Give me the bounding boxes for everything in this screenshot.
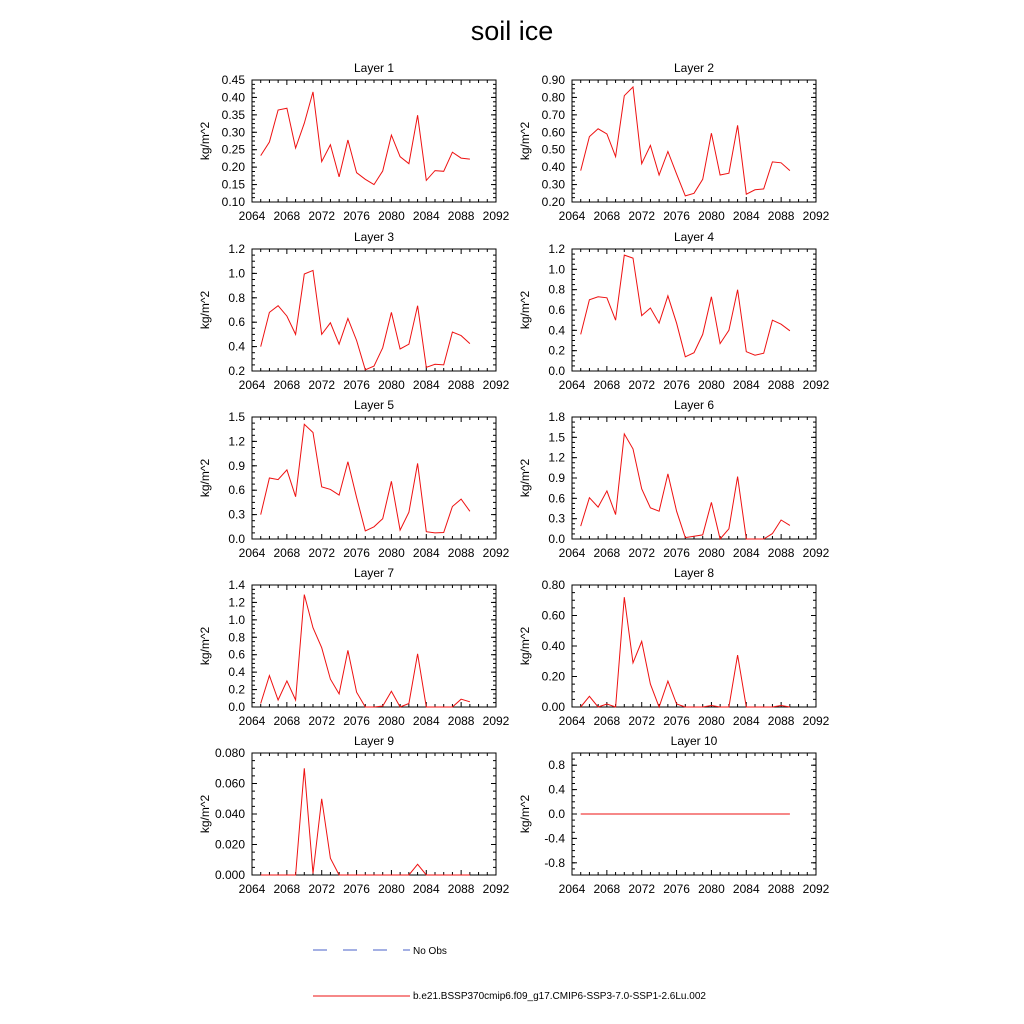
y-tick-label: 0.4 (548, 323, 565, 338)
y-tick-label: 0.20 (221, 160, 245, 175)
y-tick-label: 0.8 (228, 290, 245, 305)
x-tick-label: 2064 (558, 209, 586, 223)
y-tick-label: 0.80 (541, 578, 565, 592)
series-line (261, 768, 470, 875)
x-tick-label: 2084 (412, 378, 440, 392)
y-tick-label: 0.60 (541, 125, 565, 140)
y-tick-label: 0.000 (214, 868, 245, 882)
y-tick-label: 0.30 (221, 125, 245, 140)
y-tick-label: 1.5 (548, 430, 565, 445)
x-tick-label: 2080 (698, 882, 725, 896)
y-tick-label: 0.0 (228, 532, 245, 546)
y-tick-label: 0.3 (548, 511, 565, 526)
y-tick-label: 0.4 (548, 782, 565, 797)
y-tick-label: 0.4 (228, 665, 245, 680)
panel-layer-9 (198, 734, 510, 896)
y-tick-label: 1.2 (548, 242, 565, 256)
x-tick-label: 2064 (558, 882, 586, 896)
x-tick-label: 2080 (378, 882, 405, 896)
panel-layer-8 (518, 566, 830, 728)
panel-layer-6 (518, 398, 830, 560)
panel-layer-10 (518, 734, 830, 896)
y-tick-label: 0.40 (541, 160, 565, 175)
y-tick-label: 0.6 (228, 315, 245, 330)
y-tick-label: 0.020 (214, 837, 245, 852)
x-tick-label: 2092 (482, 882, 510, 896)
x-tick-label: 2088 (767, 209, 795, 223)
y-tick-label: 0.8 (548, 758, 565, 773)
x-tick-label: 2084 (732, 378, 760, 392)
x-tick-label: 2080 (698, 209, 725, 223)
panel-title: Layer 9 (353, 734, 395, 748)
y-tick-label: 0.0 (228, 700, 245, 714)
panel-title: Layer 2 (673, 61, 715, 75)
y-axis-label: kg/m^2 (198, 458, 212, 498)
x-tick-label: 2072 (308, 714, 336, 728)
x-tick-label: 2068 (593, 378, 621, 392)
panel-title: Layer 6 (673, 398, 715, 412)
x-tick-label: 2068 (273, 714, 301, 728)
x-tick-label: 2072 (628, 546, 656, 560)
x-tick-label: 2088 (767, 882, 795, 896)
legend-obs-label: No Obs (413, 946, 447, 957)
panel-layer-5 (198, 398, 510, 560)
x-tick-label: 2088 (447, 378, 475, 392)
x-tick-label: 2064 (238, 882, 266, 896)
panel-title: Layer 8 (673, 566, 715, 580)
x-tick-label: 2064 (558, 714, 586, 728)
x-tick-label: 2076 (663, 882, 690, 896)
y-tick-label: 0.10 (221, 195, 245, 209)
y-tick-label: 1.2 (548, 450, 565, 465)
plot-frame (252, 753, 496, 875)
x-tick-label: 2088 (767, 714, 795, 728)
plot-frame (252, 417, 496, 539)
plot-frame (572, 80, 816, 202)
x-tick-label: 2068 (273, 882, 301, 896)
y-tick-label: 1.2 (228, 434, 245, 449)
y-tick-label: 0.60 (541, 608, 565, 623)
y-tick-label: 0.0 (548, 807, 565, 821)
y-tick-label: 0.6 (228, 647, 245, 662)
y-tick-label: 0.90 (541, 73, 565, 87)
x-tick-label: 2080 (378, 714, 405, 728)
y-tick-label: 1.8 (548, 410, 565, 424)
y-tick-label: 0.2 (228, 682, 245, 697)
x-tick-label: 2092 (802, 714, 830, 728)
x-tick-label: 2080 (378, 209, 405, 223)
panel-layer-2 (518, 61, 830, 223)
x-tick-label: 2068 (273, 209, 301, 223)
panel-layer-4 (518, 230, 830, 392)
y-tick-label: 0.2 (228, 364, 245, 378)
y-axis-label: kg/m^2 (518, 458, 532, 498)
y-axis-label: kg/m^2 (518, 794, 532, 834)
y-axis-label: kg/m^2 (518, 290, 532, 330)
legend (313, 946, 706, 1002)
plot-frame (572, 417, 816, 539)
y-tick-label: 1.0 (228, 266, 245, 281)
y-tick-label: 1.5 (228, 410, 245, 424)
x-tick-label: 2072 (308, 882, 336, 896)
x-tick-label: 2064 (238, 378, 266, 392)
y-tick-label: 0.3 (228, 507, 245, 522)
panel-title: Layer 10 (670, 734, 718, 748)
series-line (261, 270, 470, 369)
x-tick-label: 2084 (412, 209, 440, 223)
series-line (581, 87, 790, 196)
x-tick-label: 2064 (558, 546, 586, 560)
x-tick-label: 2080 (378, 378, 405, 392)
x-tick-label: 2072 (628, 882, 656, 896)
x-tick-label: 2092 (482, 209, 510, 223)
y-tick-label: 0.080 (214, 746, 245, 760)
x-tick-label: 2072 (628, 209, 656, 223)
x-tick-label: 2092 (482, 378, 510, 392)
x-tick-label: 2064 (238, 546, 266, 560)
series-line (261, 92, 470, 185)
x-tick-label: 2084 (732, 882, 760, 896)
x-tick-label: 2072 (628, 714, 656, 728)
x-tick-label: 2080 (698, 714, 725, 728)
x-tick-label: 2064 (238, 714, 266, 728)
series-line (581, 597, 790, 707)
panel-layer-3 (198, 230, 510, 392)
y-axis-label: kg/m^2 (198, 794, 212, 834)
x-tick-label: 2068 (593, 546, 621, 560)
y-tick-label: 0.0 (548, 364, 565, 378)
x-tick-label: 2076 (343, 546, 370, 560)
y-tick-label: 0.20 (541, 195, 565, 209)
y-tick-label: 0.6 (228, 483, 245, 498)
x-tick-label: 2088 (447, 546, 475, 560)
y-tick-label: 0.8 (548, 282, 565, 297)
x-tick-label: 2092 (802, 546, 830, 560)
x-tick-label: 2076 (663, 209, 690, 223)
y-axis-label: kg/m^2 (518, 626, 532, 666)
panel-title: Layer 7 (353, 566, 395, 580)
y-tick-label: 0.6 (548, 491, 565, 506)
y-tick-label: 0.25 (221, 142, 245, 157)
y-axis-label: kg/m^2 (198, 290, 212, 330)
x-tick-label: 2076 (343, 882, 370, 896)
x-tick-label: 2068 (593, 882, 621, 896)
x-tick-label: 2076 (343, 378, 370, 392)
x-tick-label: 2076 (663, 714, 690, 728)
y-tick-label: 1.0 (548, 262, 565, 277)
x-tick-label: 2088 (767, 546, 795, 560)
x-tick-label: 2084 (732, 209, 760, 223)
y-tick-label: 0.8 (228, 630, 245, 645)
x-tick-label: 2080 (698, 378, 725, 392)
y-tick-label: 0.040 (214, 807, 245, 821)
x-tick-label: 2092 (802, 882, 830, 896)
x-tick-label: 2084 (732, 546, 760, 560)
y-axis-label: kg/m^2 (198, 121, 212, 161)
panel-title: Layer 1 (353, 61, 395, 75)
series-line (581, 255, 790, 357)
x-tick-label: 2084 (412, 714, 440, 728)
y-tick-label: 0.15 (221, 177, 245, 192)
y-tick-label: 0.2 (548, 343, 565, 358)
plot-frame (252, 249, 496, 371)
x-tick-label: 2068 (593, 209, 621, 223)
x-tick-label: 2080 (698, 546, 725, 560)
x-tick-label: 2072 (628, 378, 656, 392)
x-tick-label: 2088 (447, 714, 475, 728)
y-tick-label: 1.4 (228, 578, 245, 592)
x-tick-label: 2064 (558, 378, 586, 392)
figure-title: soil ice (470, 16, 554, 46)
x-tick-label: 2072 (308, 209, 336, 223)
series-line (581, 434, 790, 539)
x-tick-label: 2076 (343, 209, 370, 223)
plot-frame (572, 585, 816, 707)
y-tick-label: 0.80 (541, 90, 565, 105)
x-tick-label: 2068 (593, 714, 621, 728)
y-tick-label: 0.060 (214, 776, 245, 791)
y-tick-label: 0.00 (541, 700, 565, 714)
x-tick-label: 2064 (238, 209, 266, 223)
x-tick-label: 2080 (378, 546, 405, 560)
x-tick-label: 2092 (482, 714, 510, 728)
series-line (261, 595, 470, 707)
legend-model-label: b.e21.BSSP370cmip6.f09_g17.CMIP6-SSP3-7.0-SSP1-2.6Lu.002 (413, 991, 706, 1002)
panel-layer-1 (198, 61, 510, 223)
y-tick-label: 0.70 (541, 107, 565, 122)
y-tick-label: 0.45 (221, 73, 245, 87)
y-tick-label: 0.9 (228, 458, 245, 473)
x-tick-label: 2088 (447, 209, 475, 223)
y-tick-label: 0.50 (541, 142, 565, 157)
y-tick-label: 1.2 (228, 242, 245, 256)
x-tick-label: 2084 (412, 882, 440, 896)
x-tick-label: 2084 (732, 714, 760, 728)
panel-title: Layer 4 (673, 230, 715, 244)
y-tick-label: 0.20 (541, 669, 565, 684)
y-tick-label: 1.0 (228, 612, 245, 627)
y-tick-label: 0.30 (541, 177, 565, 192)
plot-frame (252, 585, 496, 707)
y-tick-label: 0.9 (548, 471, 565, 485)
y-tick-label: 0.4 (228, 339, 245, 354)
x-tick-label: 2076 (663, 546, 690, 560)
x-tick-label: 2068 (273, 546, 301, 560)
y-tick-label: 0.40 (541, 639, 565, 653)
y-tick-label: 0.35 (221, 107, 245, 122)
y-tick-label: 1.2 (228, 595, 245, 610)
x-tick-label: 2088 (447, 882, 475, 896)
x-tick-label: 2084 (412, 546, 440, 560)
x-tick-label: 2076 (343, 714, 370, 728)
y-tick-label: -0.4 (544, 831, 565, 846)
y-tick-label: 0.0 (548, 532, 565, 546)
x-tick-label: 2088 (767, 378, 795, 392)
panel-layer-7 (198, 566, 510, 728)
y-axis-label: kg/m^2 (518, 121, 532, 161)
series-line (261, 424, 470, 533)
x-tick-label: 2072 (308, 378, 336, 392)
y-tick-label: -0.8 (544, 855, 565, 870)
x-tick-label: 2092 (802, 378, 830, 392)
panel-title: Layer 5 (353, 398, 395, 412)
y-axis-label: kg/m^2 (198, 626, 212, 666)
y-tick-label: 0.40 (221, 90, 245, 105)
panel-title: Layer 3 (353, 230, 395, 244)
y-tick-label: 0.6 (548, 303, 565, 317)
x-tick-label: 2068 (273, 378, 301, 392)
x-tick-label: 2092 (802, 209, 830, 223)
x-tick-label: 2072 (308, 546, 336, 560)
x-tick-label: 2092 (482, 546, 510, 560)
x-tick-label: 2076 (663, 378, 690, 392)
